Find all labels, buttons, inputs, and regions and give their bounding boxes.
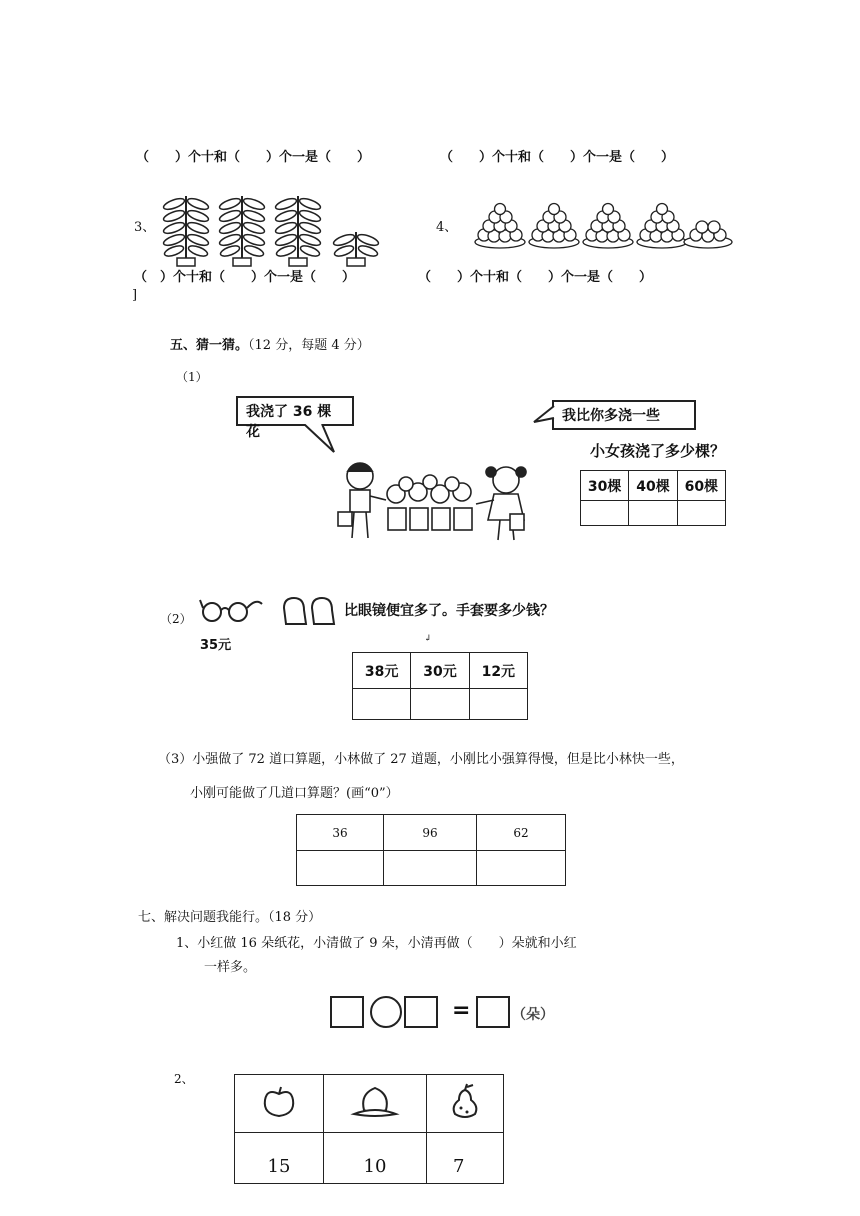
boy-bubble-tail bbox=[300, 424, 340, 456]
section-7-title: 七、解决问题我能行。（18 分） bbox=[138, 910, 322, 925]
fruit-count-table bbox=[234, 1074, 504, 1184]
q7-1-line-1: 1、小红做 16 朵纸花，小清做了 9 朵，小清再做（ ）朵就和小红 bbox=[176, 936, 577, 951]
fruit-plates-illustration bbox=[474, 202, 734, 252]
q5-1-question: 小女孩浇了多少棵？ bbox=[590, 442, 726, 460]
answer-cell[interactable] bbox=[677, 501, 725, 526]
q5-1-label: （1） bbox=[176, 370, 208, 384]
return-mark: ↲ bbox=[424, 634, 432, 644]
mittens-icon bbox=[280, 594, 340, 628]
answer-cell[interactable] bbox=[581, 501, 629, 526]
option-36[interactable]: 36 bbox=[297, 815, 384, 851]
answer-cell[interactable] bbox=[629, 501, 677, 526]
q5-3-line-2: 小刚可能做了几道口算题？(画“0”） bbox=[190, 786, 399, 801]
answer-cell[interactable] bbox=[384, 851, 477, 886]
small-fruit-plate-icon bbox=[684, 221, 732, 248]
answer-cell[interactable] bbox=[411, 689, 469, 720]
equals-sign: = bbox=[452, 998, 471, 1023]
pear-cell bbox=[427, 1075, 504, 1133]
q7-2-label: 2、 bbox=[174, 1072, 194, 1086]
plant-bundles-illustration bbox=[160, 192, 390, 270]
count-line-2-left: （ ）个十和（ ）个一是（ ） bbox=[134, 270, 356, 285]
option-40[interactable]: 40棵 bbox=[629, 471, 677, 501]
answer-cell[interactable] bbox=[353, 689, 411, 720]
apple-icon bbox=[259, 1084, 299, 1120]
section-5-title: 五、猜一猜。 bbox=[170, 338, 249, 353]
apple-count: 15 bbox=[235, 1133, 324, 1184]
count-line-2-right: （ ）个十和（ ）个一是（ ） bbox=[418, 270, 653, 285]
equation-answer-box[interactable] bbox=[476, 996, 510, 1028]
option-30[interactable]: 30棵 bbox=[581, 471, 629, 501]
fruit-plate-icon bbox=[475, 204, 525, 249]
count-line-1-right: （ ）个十和（ ）个一是（ ） bbox=[440, 150, 675, 165]
section-5-heading bbox=[170, 334, 370, 353]
girl-bubble-tail bbox=[532, 404, 556, 428]
option-96[interactable]: 96 bbox=[384, 815, 477, 851]
option-30-yuan[interactable]: 30元 bbox=[411, 653, 469, 689]
q5-1-answer-table bbox=[580, 470, 726, 526]
pear-icon bbox=[447, 1082, 483, 1122]
option-60[interactable]: 60棵 bbox=[677, 471, 725, 501]
answer-cell[interactable] bbox=[477, 851, 566, 886]
option-12[interactable]: 12元 bbox=[469, 653, 527, 689]
peach-count: 10 bbox=[324, 1133, 427, 1184]
q5-2-answer-table bbox=[352, 652, 528, 720]
count-line-1-left: （ ）个十和（ ）个一是（ ） bbox=[136, 150, 371, 165]
equation-blank-box-1[interactable] bbox=[330, 996, 364, 1028]
boy-speech-bubble: 我浇了 36 棵花 bbox=[236, 396, 354, 426]
glasses-price: 35元 bbox=[200, 638, 232, 653]
option-62[interactable]: 62 bbox=[477, 815, 566, 851]
peach-cell bbox=[324, 1075, 427, 1133]
q5-3-answer-table bbox=[296, 814, 566, 886]
peach-icon bbox=[350, 1084, 400, 1120]
glasses-icon bbox=[198, 594, 268, 626]
small-plant-icon bbox=[332, 232, 379, 266]
q5-3-line-1: （3）小强做了 72 道口算题，小林做了 27 道题，小刚比小强算得慢，但是比小林快一些， bbox=[158, 752, 684, 767]
pear-count: 7 bbox=[427, 1133, 504, 1184]
apple-cell bbox=[235, 1075, 324, 1133]
question-3-number: 3、 bbox=[134, 220, 156, 235]
question-4-number: 4、 bbox=[436, 220, 458, 235]
plant-bundle-icon bbox=[162, 196, 209, 266]
q7-1-line-2: 一样多。 bbox=[204, 960, 257, 975]
unit-label: （朵） bbox=[512, 1007, 554, 1023]
equation-blank-box-2[interactable] bbox=[404, 996, 438, 1028]
operator-circle[interactable] bbox=[370, 996, 402, 1028]
answer-cell[interactable] bbox=[297, 851, 384, 886]
answer-cell[interactable] bbox=[469, 689, 527, 720]
girl-speech-bubble: 我比你多浇一些 bbox=[552, 400, 696, 430]
option-38[interactable]: 38元 bbox=[353, 653, 411, 689]
stray-bracket-mark: ] bbox=[132, 288, 138, 303]
q5-2-question: 比眼镜便宜多了。手套要多少钱？ bbox=[344, 603, 554, 619]
q5-2-label: （2） bbox=[160, 612, 192, 626]
section-5-score: （12 分，每题 4 分） bbox=[248, 338, 370, 353]
children-watering-flowers-illustration bbox=[334, 454, 534, 550]
